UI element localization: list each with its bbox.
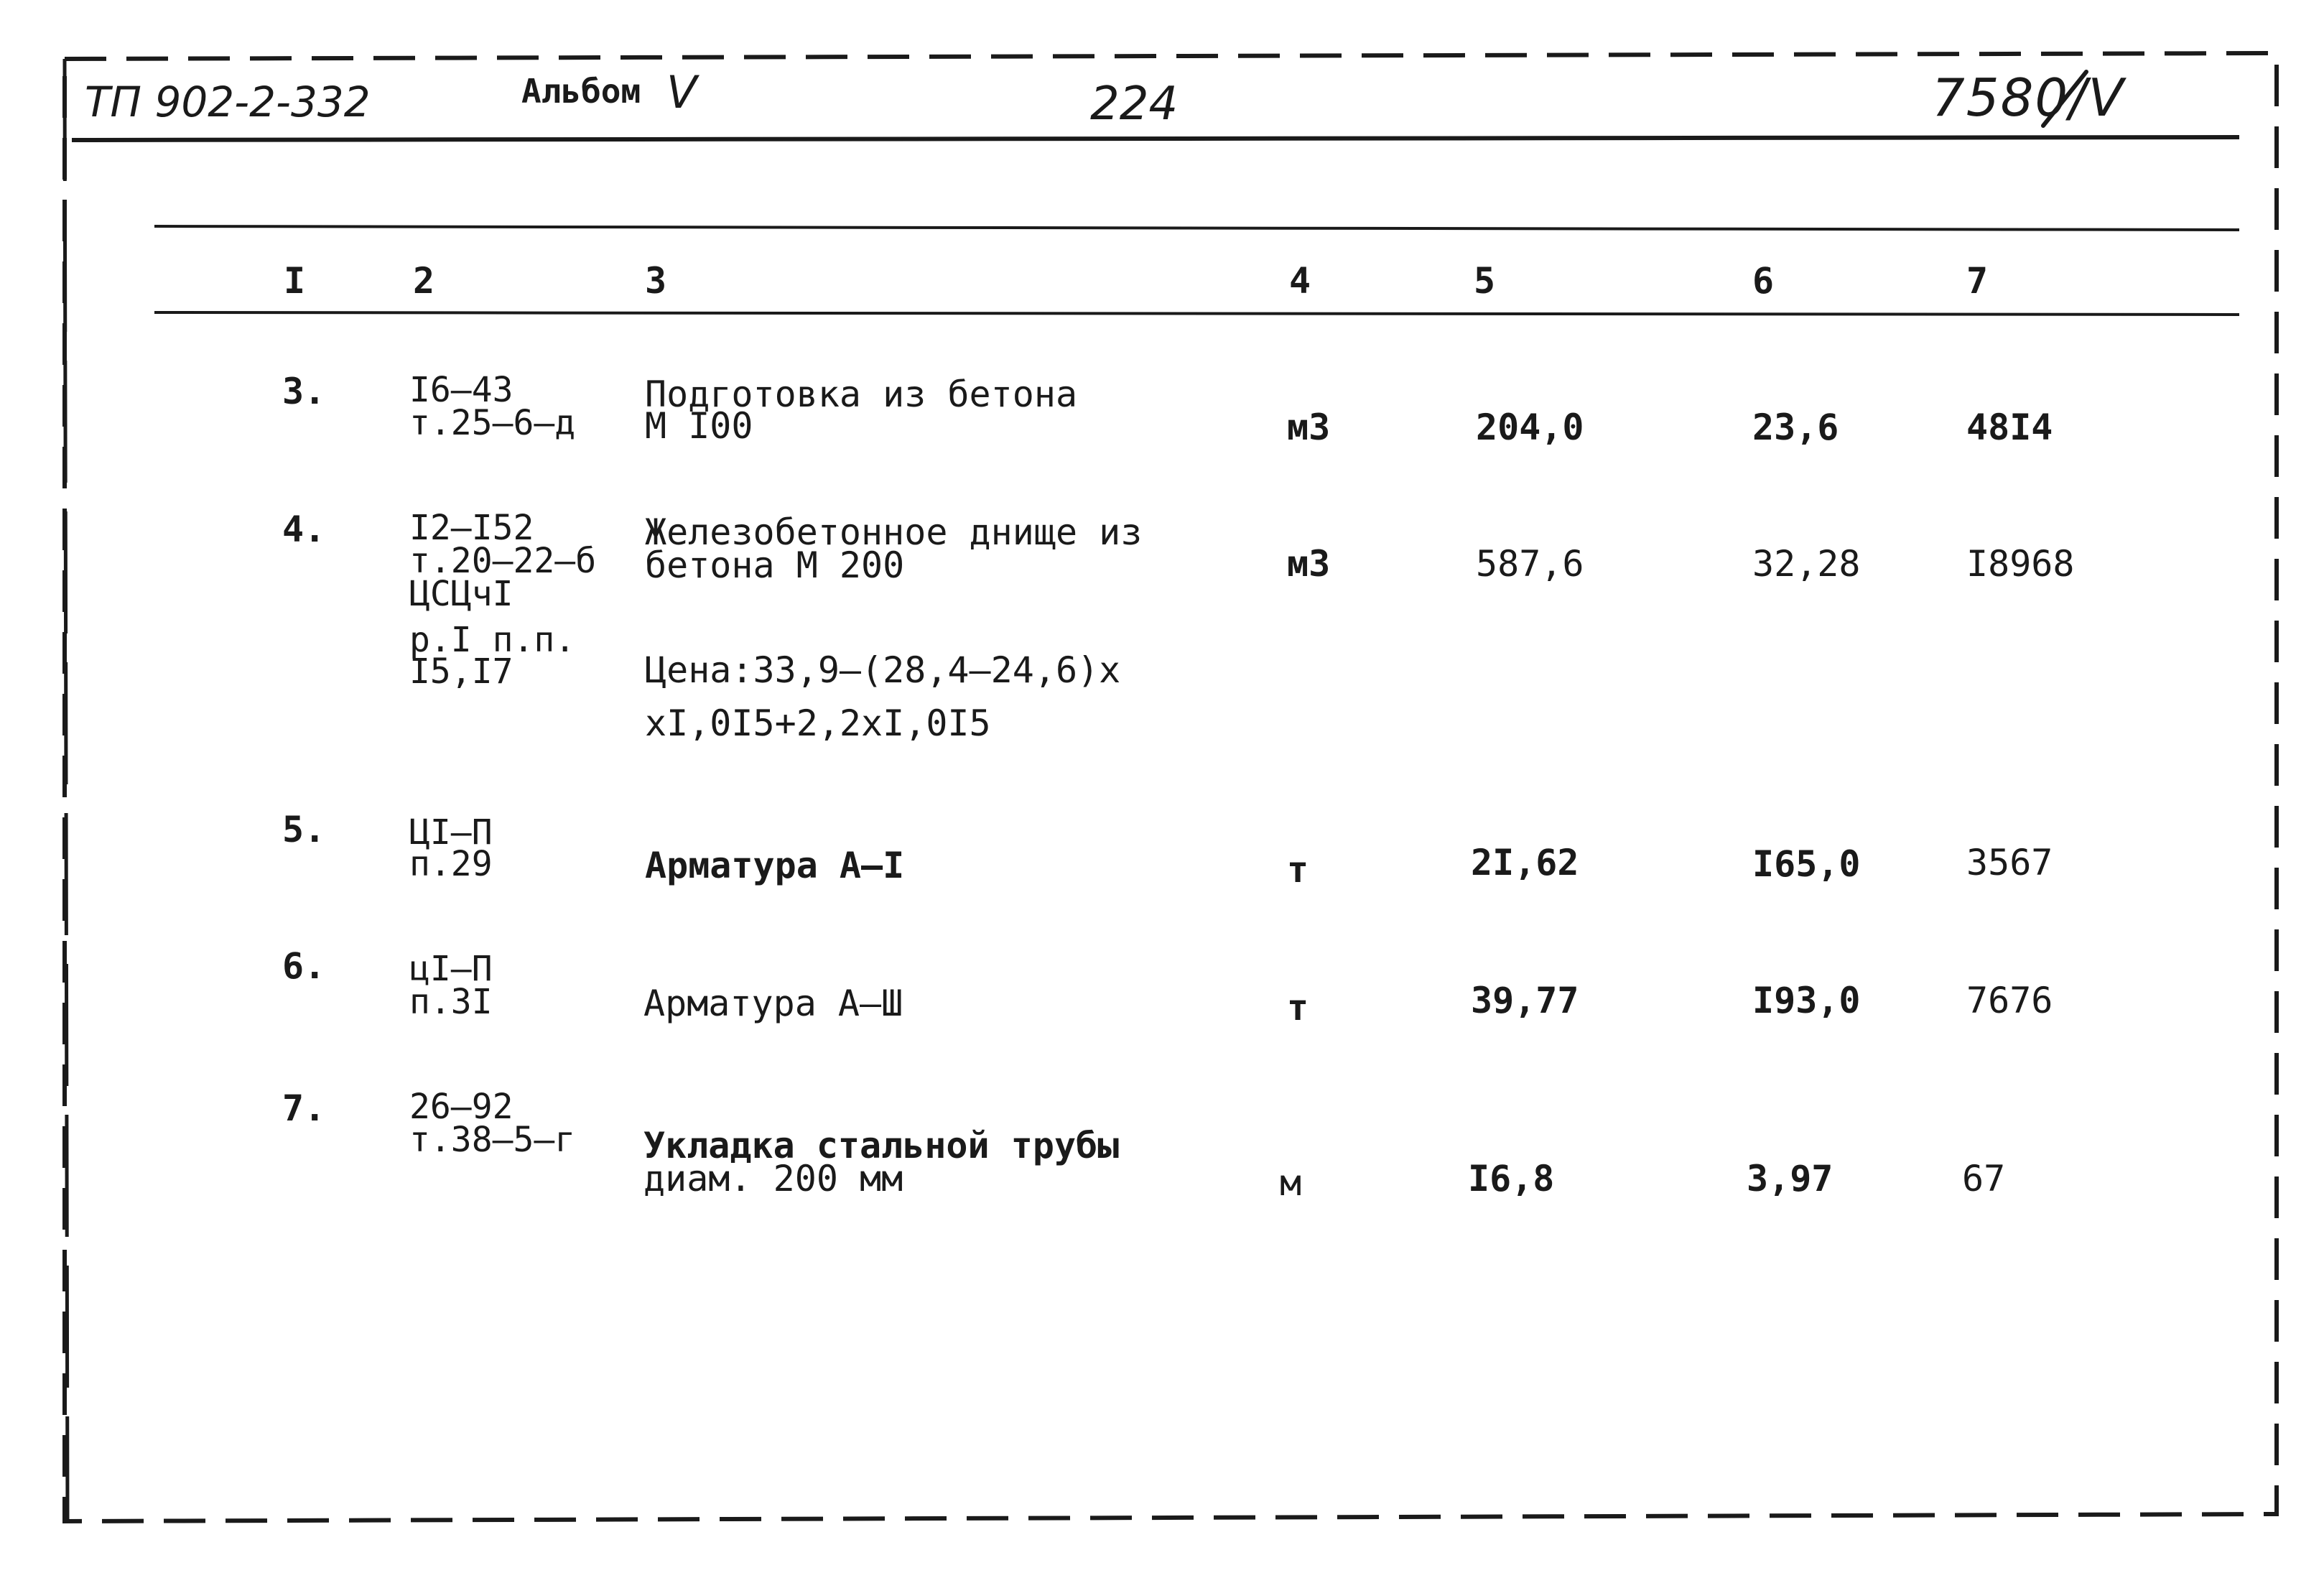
row-quantity: 587,6 (1476, 543, 1584, 585)
row-description-line: бетона М 200 (645, 544, 905, 586)
row-reference-line: т.25–6–д (409, 403, 576, 443)
row-price-note-line: хI,0I5+2,2хI,0I5 (645, 702, 991, 744)
row-total: I8968 (1966, 543, 2075, 585)
row-quantity: 2I,62 (1471, 842, 1579, 883)
row-description-line: Железобетонное днище из (645, 511, 1143, 553)
row-reference-line: цI–П (409, 949, 493, 989)
row-total: 3567 (1966, 842, 2053, 883)
sheet-number: 224 (1090, 78, 1179, 131)
frame-dashed-border (65, 53, 2277, 1521)
row-price: I65,0 (1752, 843, 1861, 885)
project-code: ТП 902-2-332 (85, 78, 371, 126)
row-quantity: 39,77 (1471, 980, 1579, 1021)
col-header-5: 5 (1474, 260, 1496, 302)
row-total: 48I4 (1966, 407, 2053, 448)
row-quantity: 204,0 (1476, 407, 1584, 448)
row-price: 3,97 (1747, 1158, 1833, 1199)
row-description-line: Арматура А–Ш (643, 983, 903, 1024)
row-reference-line: т.38–5–г (409, 1120, 576, 1160)
row-number: 3. (282, 371, 326, 412)
row-reference-line: п.29 (409, 844, 493, 884)
col-header-2: 2 (413, 260, 435, 302)
col-header-1: I (284, 260, 306, 302)
row-number: 4. (282, 509, 326, 550)
row-unit: м3 (1287, 407, 1331, 448)
row-quantity: I6,8 (1468, 1158, 1555, 1199)
album-number: V (666, 66, 697, 119)
row-number: 5. (282, 809, 326, 850)
row-total: 7676 (1966, 980, 2053, 1021)
row-reference-line: п.3I (409, 982, 493, 1022)
row-price: 32,28 (1752, 543, 1861, 585)
row-number: 7. (282, 1087, 326, 1129)
row-price: I93,0 (1752, 980, 1861, 1021)
row-reference-line: I2–I52 (409, 508, 534, 548)
document-number-text: 7580/V (1932, 68, 2125, 128)
row-unit: т (1287, 987, 1309, 1029)
row-price: 23,6 (1752, 407, 1839, 448)
col-header-4: 4 (1289, 260, 1311, 302)
row-unit: т (1287, 849, 1309, 891)
table-header-top-rule (154, 226, 2239, 230)
col-header-6: 6 (1752, 260, 1775, 302)
row-reference-line: ЦСЦчI (409, 574, 513, 614)
row-reference-line: ЦI–П (409, 812, 493, 853)
title-strip-rule (72, 137, 2239, 140)
album-label: Альбом (521, 72, 641, 111)
row-reference-line: 26–92 (409, 1087, 513, 1127)
row-number: 6. (282, 945, 326, 987)
row-description-line: диам. 200 мм (643, 1158, 903, 1199)
row-total: 67 (1962, 1158, 2006, 1199)
row-reference-line: р.I п.п. (409, 620, 576, 660)
row-reference-line: т.20–22–б (409, 541, 597, 581)
row-description-line: Арматура А–I (645, 845, 905, 886)
row-unit: м (1280, 1162, 1302, 1204)
table-header-bottom-rule (154, 312, 2239, 315)
col-header-3: 3 (645, 260, 667, 302)
row-description-line: Укладка стальной трубы (643, 1125, 1120, 1166)
col-header-7: 7 (1966, 260, 1989, 302)
document-number (1932, 68, 2125, 128)
row-description-line: М I00 (645, 405, 753, 447)
row-description-line: Подготовка из бетона (645, 373, 1078, 415)
row-price-note-line: Цена:33,9–(28,4–24,6)х (645, 649, 1121, 691)
row-reference-line: I6–43 (409, 370, 513, 410)
row-reference-line: I5,I7 (409, 651, 513, 692)
row-unit: м3 (1287, 543, 1331, 585)
